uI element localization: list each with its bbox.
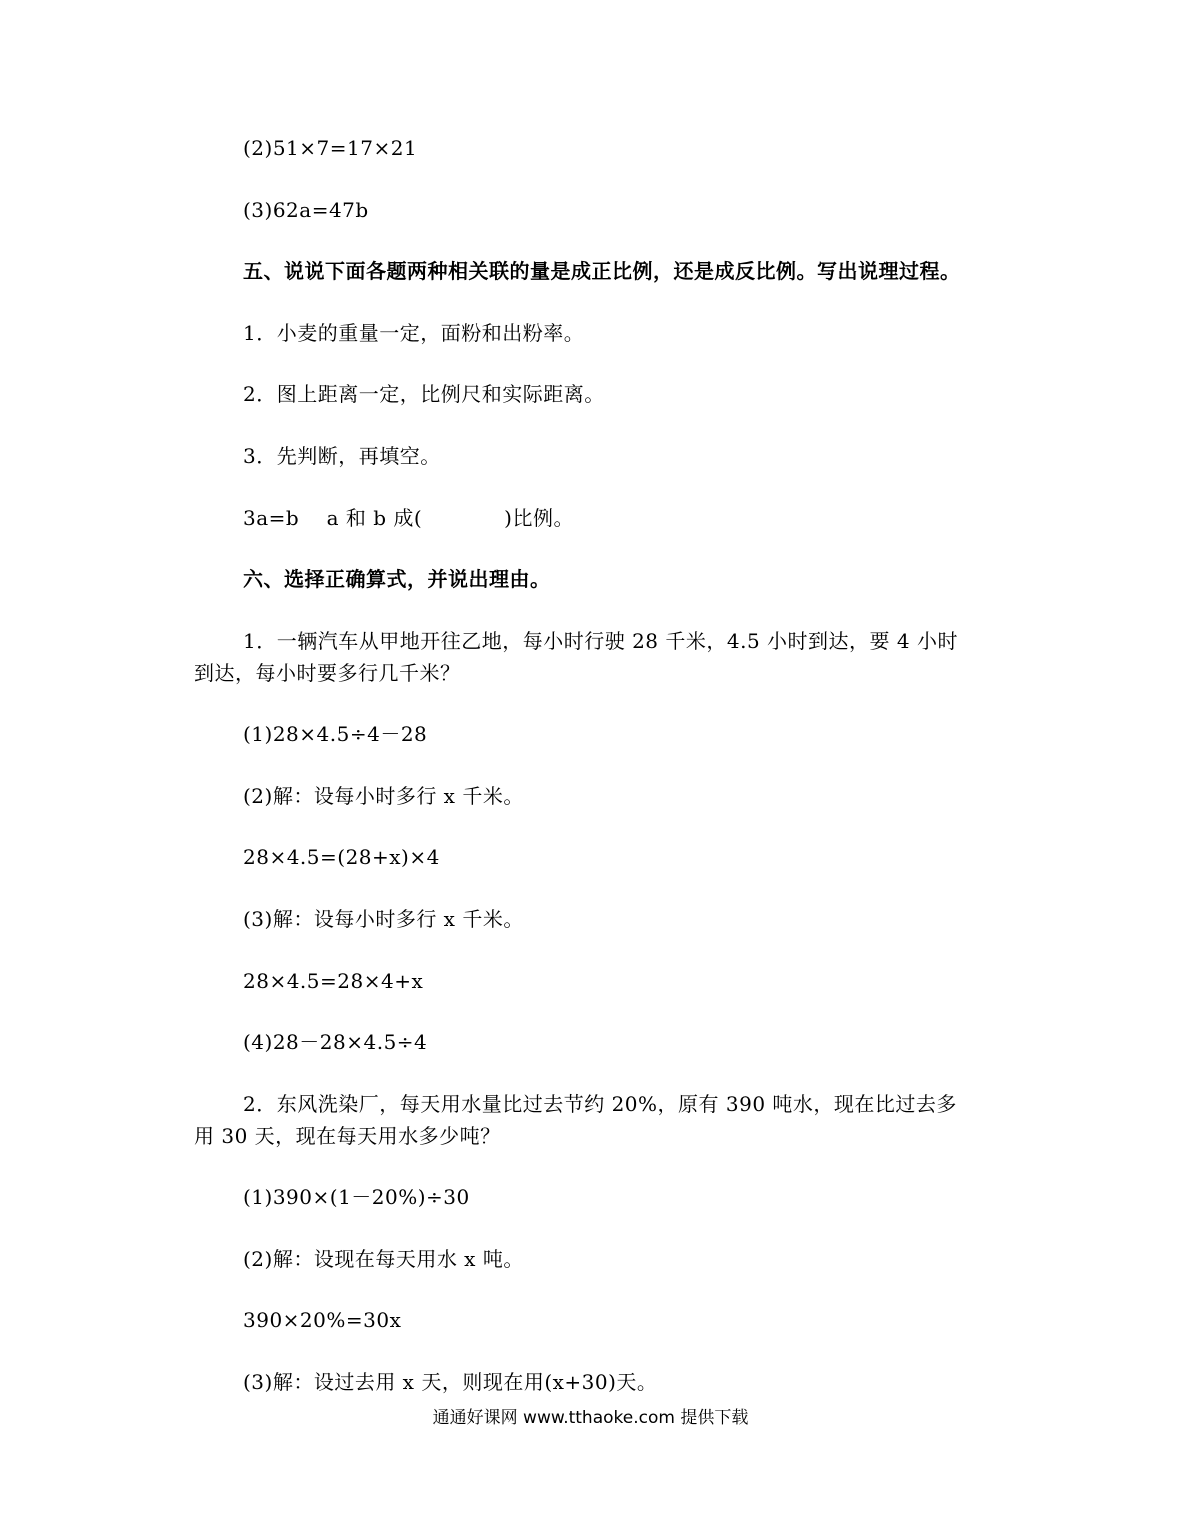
option-6-1-3-equation: 28×4.5=28×4+x bbox=[243, 969, 424, 993]
question-6-1-line1: 1．一辆汽车从甲地开往乙地，每小时行驶 28 千米，4.5 小时到达，要 4 小时 bbox=[243, 629, 958, 653]
question-5-3: 3．先判断，再填空。 bbox=[243, 444, 441, 468]
option-6-2-2: (2)解：设现在每天用水 x 吨。 bbox=[243, 1247, 524, 1271]
option-6-1-4: (4)28－28×4.5÷4 bbox=[243, 1030, 428, 1054]
equation-2: (2)51×7=17×21 bbox=[243, 136, 418, 160]
section-six-heading: 六、选择正确算式，并说出理由。 bbox=[243, 567, 551, 591]
equation-3: (3)62a=47b bbox=[243, 198, 369, 222]
question-5-1: 1．小麦的重量一定，面粉和出粉率。 bbox=[243, 321, 585, 345]
question-6-1-line2: 到达，每小时要多行几千米？ bbox=[194, 661, 461, 685]
option-6-2-2-equation: 390×20%=30x bbox=[243, 1308, 402, 1332]
question-6-2-line1: 2．东风洗染厂，每天用水量比过去节约 20%，原有 390 吨水，现在比过去多 bbox=[243, 1092, 957, 1116]
option-6-2-3: (3)解：设过去用 x 天，则现在用(x+30)天。 bbox=[243, 1370, 658, 1394]
question-5-3-fill: 3a=b a 和 b 成( )比例。 bbox=[243, 506, 574, 530]
page-footer: 通通好课网 www.tthaoke.com 提供下载 bbox=[432, 1408, 749, 1428]
option-6-1-1: (1)28×4.5÷4－28 bbox=[243, 722, 428, 746]
question-6-2-line2: 用 30 天，现在每天用水多少吨？ bbox=[194, 1124, 501, 1148]
option-6-1-2: (2)解：设每小时多行 x 千米。 bbox=[243, 784, 524, 808]
option-6-2-1: (1)390×(1－20%)÷30 bbox=[243, 1185, 470, 1209]
option-6-1-3: (3)解：设每小时多行 x 千米。 bbox=[243, 907, 524, 931]
section-five-heading: 五、说说下面各题两种相关联的量是成正比例，还是成反比例。写出说理过程。 bbox=[243, 259, 961, 283]
question-5-2: 2．图上距离一定，比例尺和实际距离。 bbox=[243, 382, 605, 406]
option-6-1-2-equation: 28×4.5=(28+x)×4 bbox=[243, 845, 440, 869]
